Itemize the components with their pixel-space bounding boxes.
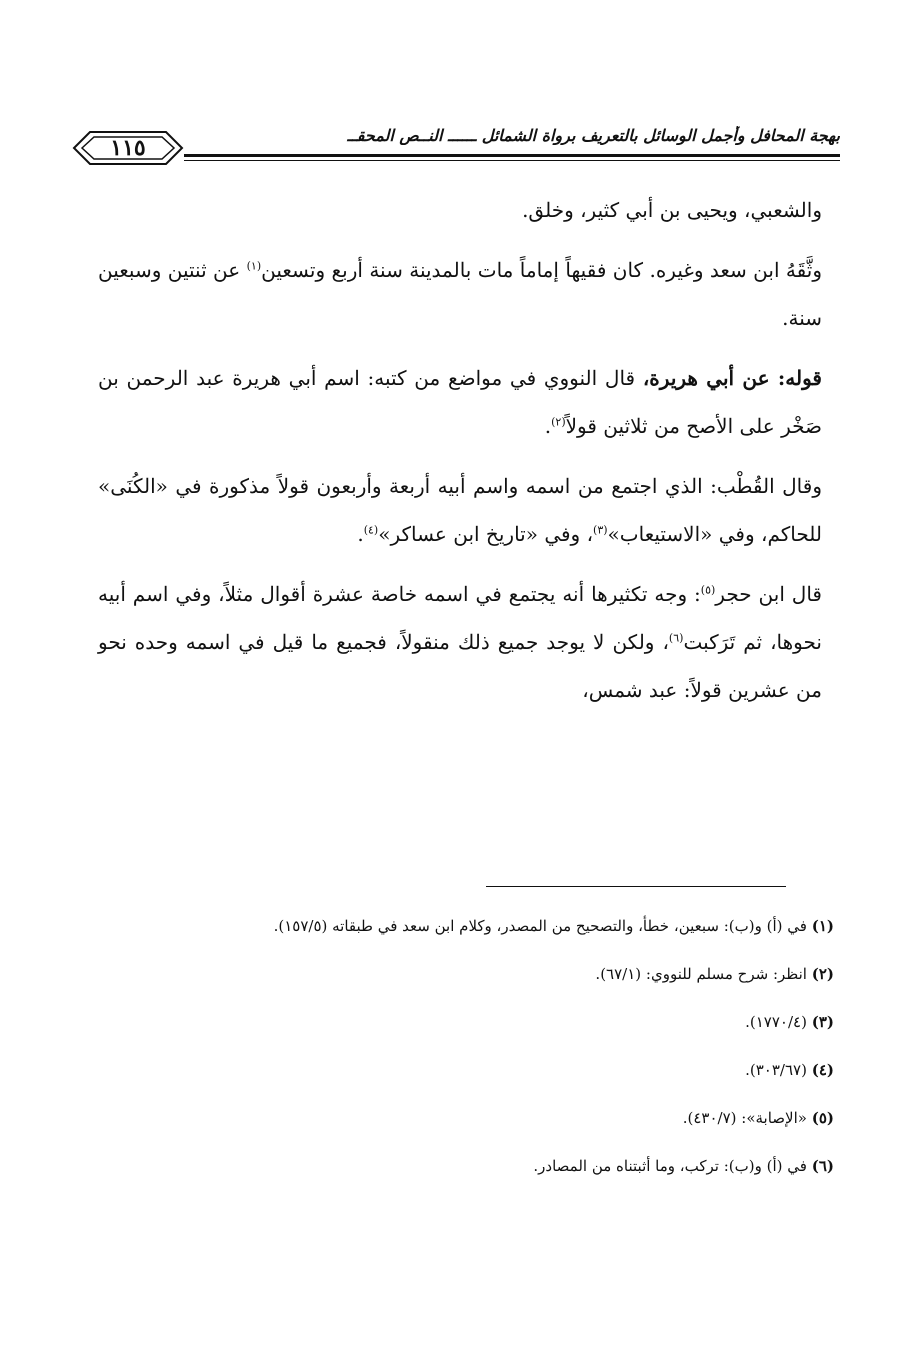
footnote-number: (٤) <box>811 1061 834 1079</box>
header-rule <box>184 154 840 157</box>
running-title: بهجة المحافل وأجمل الوسائل بالتعريف برواة الشمائل ــــــ النــص المحقــ <box>347 126 840 145</box>
footnote-ref-5[interactable]: (٥) <box>700 583 716 597</box>
paragraph-text: : وجه تكثيرها أنه يجتمع في اسمه خاصة عشرة أقوال مثلاً، وفي اسم أبيه نحوها، ثم تَرَكبت <box>98 582 822 654</box>
footnote-6 <box>98 1142 834 1190</box>
footnote-number: (٦) <box>811 1157 834 1175</box>
paragraph-1 <box>98 186 822 234</box>
footnote-text: انظر: شرح مسلم للنووي: (٦٧/١). <box>595 965 807 983</box>
footnote-ref-3[interactable]: (٣) <box>593 523 608 537</box>
paragraph-text: ، ولكن لا يوجد جميع ذلك منقولاً، فجميع ما قيل في اسمه وحده نحو من عشرين قولاً: عبد شمس، <box>98 630 822 702</box>
footnote-text: (١٧٧٠/٤). <box>745 1013 807 1031</box>
footnote-4 <box>98 1046 834 1094</box>
page-number: ١١٥ <box>110 135 146 161</box>
paragraph-text: قال النووي في مواضع من كتبه: اسم أبي هريرة عبد الرحمن بن صَخْر على الأصح من ثلاثين قولاً <box>98 366 822 438</box>
footnote-3 <box>98 998 834 1046</box>
footnote-text: في (أ) و(ب): تركب، وما أثبتناه من المصادر. <box>533 1157 807 1175</box>
header-rule-thin <box>184 160 840 161</box>
paragraph-end: . <box>357 522 364 546</box>
footnote-text: «الإصابة»: (٤٣٠/٧). <box>682 1109 807 1127</box>
footnote-number: (٢) <box>811 965 834 983</box>
paragraph-text: عن ثنتين وسبعين سنة. <box>98 258 822 330</box>
footnote-1 <box>98 902 834 950</box>
footnote-ref-6[interactable]: (٦) <box>668 631 684 645</box>
paragraph-5 <box>98 570 822 714</box>
paragraph-text: والشعبي، ويحيى بن أبي كثير، وخلق. <box>522 198 822 222</box>
footnote-separator <box>486 886 786 887</box>
paragraph-lead: قوله: عن أبي هريرة، <box>642 366 822 390</box>
paragraph-text: ، وفي «تاريخ ابن عساكر» <box>378 522 594 546</box>
paragraph-2 <box>98 246 822 342</box>
main-text <box>98 186 822 726</box>
footnote-ref-2[interactable]: (٢) <box>551 415 566 429</box>
footnote-number: (٣) <box>811 1013 834 1031</box>
footnotes <box>98 902 834 1190</box>
page-header <box>72 120 840 176</box>
paragraph-text: وثَّقَهُ ابن سعد وغيره. كان فقيهاً إماماً مات بالمدينة سنة أربع وتسعين <box>261 258 822 282</box>
footnote-text: (٣٠٣/٦٧). <box>745 1061 807 1079</box>
paragraph-text: وقال القُطْب: الذي اجتمع من اسمه واسم أبيه أربعة وأربعون قولاً مذكورة في «الكُنَى» للحاكم، وفي «الاستيعاب» <box>98 474 822 546</box>
footnote-2 <box>98 950 834 998</box>
footnote-ref-1[interactable]: (١) <box>246 259 262 273</box>
footnote-ref-4[interactable]: (٤) <box>363 523 379 537</box>
paragraph-4 <box>98 462 822 558</box>
paragraph-end: . <box>544 414 552 438</box>
paragraph-text: قال ابن حجر <box>715 582 822 606</box>
footnote-text: في (أ) و(ب): سبعين، خطأ، والتصحيح من المصدر، وكلام ابن سعد في طبقاته (١٥٧/٥). <box>273 917 807 935</box>
footnote-number: (٥) <box>811 1109 834 1127</box>
page-number-badge <box>72 126 184 170</box>
footnote-number: (١) <box>811 917 834 935</box>
paragraph-3 <box>98 354 822 450</box>
footnote-5 <box>98 1094 834 1142</box>
